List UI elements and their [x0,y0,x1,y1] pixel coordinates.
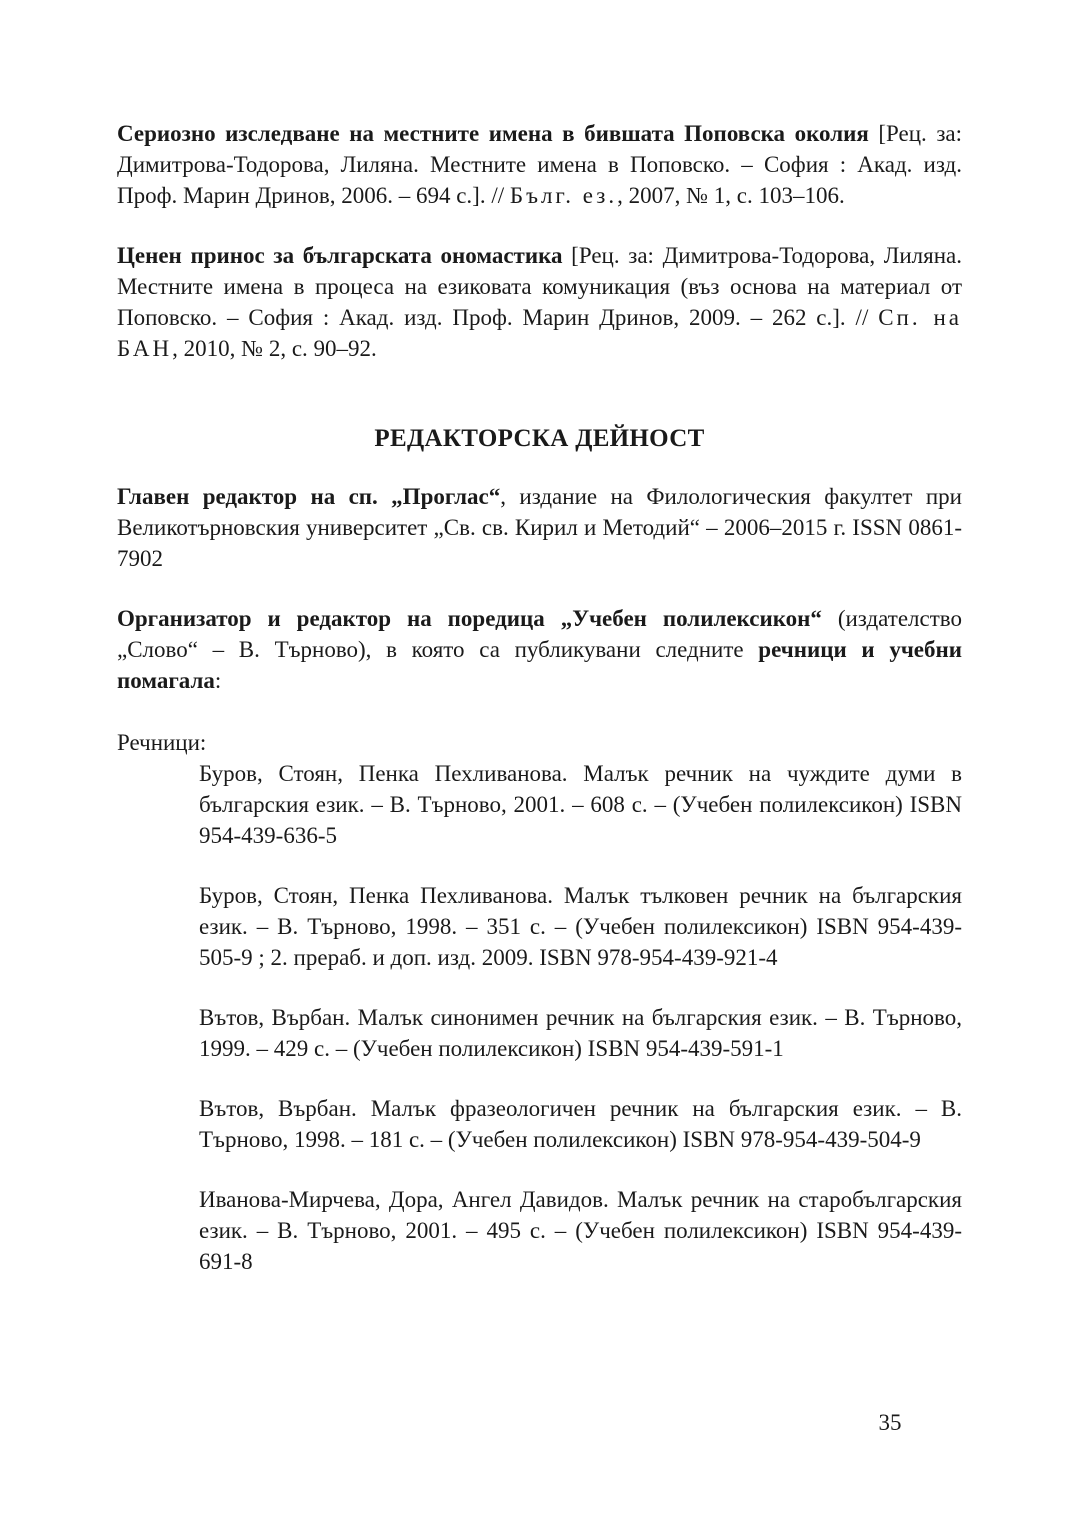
journal-name: Бълг. ез. [509,183,618,208]
review-text: [Рец. за: Димитрова-Тодорова, Лиляна. Местните имена в процеса на езиковата комуникация (въз основа на материал от Поповско. – София : Акад. изд. Проф. Марин Дринов, 2009. – 262 с.]. // [117,243,962,330]
review-citation: , 2010, № 2, с. 90–92. [172,336,377,361]
dictionary-entry: Вътов, Върбан. Малък фразеологичен речник на българския език. – В. Търново, 1998. – 181 с. – (Учебен полилексикон) ISBN 978-954-439-504-9 [199,1096,962,1152]
document-page [117,118,962,1277]
dictionary-entry: Иванова-Мирчева, Дора, Ангел Давидов. Малък речник на старобългарския език. – В. Търново, 2001. – 495 с. – (Учебен полилексикон) ISBN 954-439-691-8 [199,1187,962,1274]
dictionary-entry: Вътов, Върбан. Малък синонимен речник на българския език. – В. Търново, 1999. – 429 с. – (Учебен полилексикон) ISBN 954-439-591-1 [199,1005,962,1061]
dictionary-entry: Буров, Стоян, Пенка Пехливанова. Малък тълковен речник на българския език. – В. Търново, 1998. – 351 с. – (Учебен полилексикон) ISBN 954-439-505-9 ; 2. прераб. и доп. изд. 2009. ISBN 978-954-439-921-4 [199,883,962,970]
journal-name: Сп. на БАН [117,305,962,361]
section-heading: РЕДАКТОРСКА ДЕЙНОСТ [374,425,705,452]
organizer-role: Организатор и редактор на поредица „Учебен полилексикон“ [117,606,822,631]
dictionary-entry: Буров, Стоян, Пенка Пехливанова. Малък речник на чуждите думи в българския език. – В. Търново, 2001. – 608 с. – (Учебен полилексикон) ISBN 954-439-636-5 [199,761,962,848]
dictionaries-list [199,758,962,1277]
editor-description: , издание на Филологическия факултет при Великотърновския университет „Св. св. Кирил и Методий“ – 2006–2015 г. ISSN 0861-7902 [117,484,962,571]
editor-activity [117,481,962,574]
review-text: [Рец. за: Димитрова-Тодорова, Лиляна. Местните имена в Поповско. – София : Акад. изд. Проф. Марин Дринов, 2006. – 694 с.]. // [117,121,963,208]
dictionaries-label: Речници: [117,730,207,755]
review-entry [117,118,962,211]
review-citation: , 2007, № 1, с. 103–106. [617,183,845,208]
review-title: Сериозно изследване на местните имена в бившата Поповска околия [117,121,869,146]
review-entry [117,240,962,364]
organizer-emphasis: речници и учебни помагала [117,637,962,693]
review-title: Ценен принос за българската ономастика [117,243,563,268]
editor-role: Главен редактор на сп. „Проглас“ [117,484,501,509]
organizer-colon: : [214,668,222,693]
organizer-description: (издателство „Слово“ – В. Търново), в която са публикувани следните [117,606,962,662]
page-number: 35 [878,1410,902,1435]
organizer-activity [117,603,962,696]
